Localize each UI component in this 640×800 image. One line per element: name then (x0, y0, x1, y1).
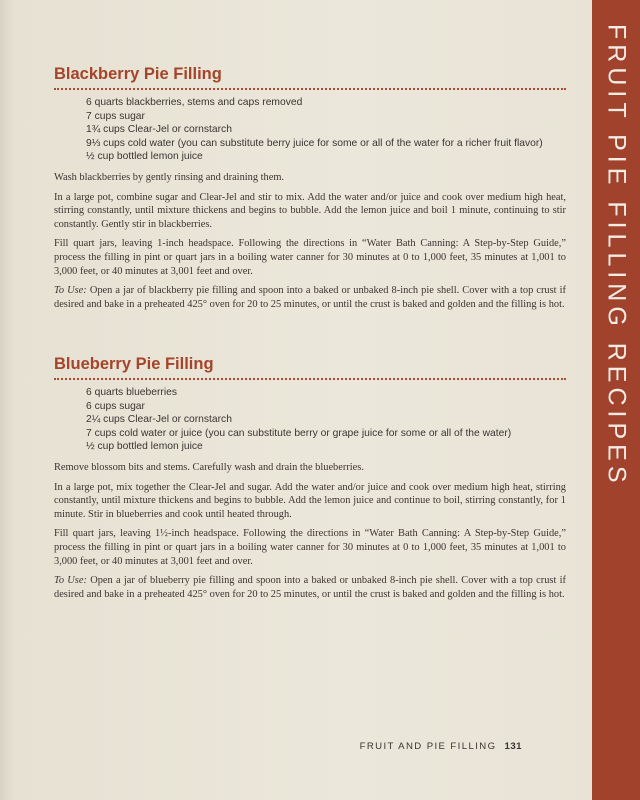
footer-section-title: FRUIT AND PIE FILLING (359, 741, 497, 752)
to-use-paragraph (54, 574, 566, 601)
ingredient-item: 6 quarts blueberries (86, 387, 178, 398)
page-footer (360, 741, 522, 752)
instruction-paragraph: In a large pot, combine sugar and Clear-Jel and stir to mix. Add the water and/or juice and cook over medium high heat, stirring constantly, until mixture thickens and begins to bubble. Add the lemon juice and boil 1 minute, continuing to stir constantly. Gently stir in blackberries. (54, 191, 566, 230)
to-use-text: Open a jar of blackberry pie filling and spoon into a baked or unbaked 8-inch pie shell. Cover with a top crust if desired and bake in a preheated 425° oven for 20 to 25 minutes, or until the crust is baked and golden and the filling is hot. (54, 285, 566, 310)
instruction-paragraph: Fill quart jars, leaving 1-inch headspace. Following the directions in “Water Bath Canning: A Step-by-Step Guide,” process the filling in pint or quart jars in a boiling water canner for 30 minutes at 0 to 1,000 feet, 35 minutes at 1,001 to 3,000 feet, or 40 minutes at 3,001 feet and over. (54, 238, 566, 277)
instruction-paragraph: In a large pot, mix together the Clear-Jel and sugar. Add the water and/or juice and cook over medium high heat, stirring constantly, until mixture thickens and begins to bubble. Add the lemon juice and continue to boil, stirring constantly, for 1 minute. Stir in blueberries and cook until heated through. (54, 481, 566, 520)
instruction-paragraph: Fill quart jars, leaving 1½-inch headspace. Following the directions in “Water Bath Canning: A Step-by-Step Guide,” process the filling in pint or quart jars in a boiling water canner for 30 minutes at 0 to 1,000 feet, 35 minutes at 1,001 to 3,000 feet, or 40 minutes at 3,001 feet and over. (54, 528, 566, 567)
chapter-side-tab (592, 0, 640, 800)
recipe-title: Blueberry Pie Filling (54, 355, 214, 373)
ingredient-item: 1¾ cups Clear-Jel or cornstarch (86, 124, 232, 136)
ingredient-item: 2¼ cups Clear-Jel or cornstarch (86, 414, 232, 426)
to-use-label: To Use: (54, 575, 87, 587)
ingredient-item: 7 cups sugar (86, 110, 145, 122)
dotted-divider (54, 378, 566, 380)
to-use-paragraph (54, 284, 566, 311)
dotted-divider (54, 88, 566, 90)
instruction-paragraph: Wash blackberries by gently rinsing and draining them. (54, 171, 285, 183)
ingredient-item: 6 cups sugar (86, 400, 145, 412)
ingredient-item: 6 quarts blackberries, stems and caps removed (86, 97, 303, 108)
ingredient-list (86, 96, 566, 164)
recipe-blackberry (54, 64, 566, 317)
recipe-blueberry (54, 354, 566, 607)
ingredient-item: 9⅓ cups cold water (you can substitute berry juice for some or all of the water for a richer fruit flavor) (86, 137, 543, 149)
ingredient-list (86, 386, 566, 454)
ingredient-item: ½ cup bottled lemon juice (86, 441, 203, 453)
page-number: 131 (504, 741, 522, 752)
ingredient-item: 7 cups cold water or juice (you can substitute berry or grape juice for some or all of the water) (86, 427, 512, 439)
instruction-paragraph: Remove blossom bits and stems. Carefully wash and drain the blueberries. (54, 461, 364, 473)
ingredient-item: ½ cup bottled lemon juice (86, 151, 203, 163)
to-use-label: To Use: (54, 285, 87, 297)
recipe-title: Blackberry Pie Filling (54, 65, 222, 83)
to-use-text: Open a jar of blueberry pie filling and spoon into a baked or unbaked 8-inch pie shell. Cover with a top crust if desired and bake in a preheated 425° oven for 20 to 25 minutes, or until the crust is baked and golden and the filling is hot. (54, 575, 566, 600)
side-tab-label: FRUIT PIE FILLING RECIPES (602, 24, 631, 488)
